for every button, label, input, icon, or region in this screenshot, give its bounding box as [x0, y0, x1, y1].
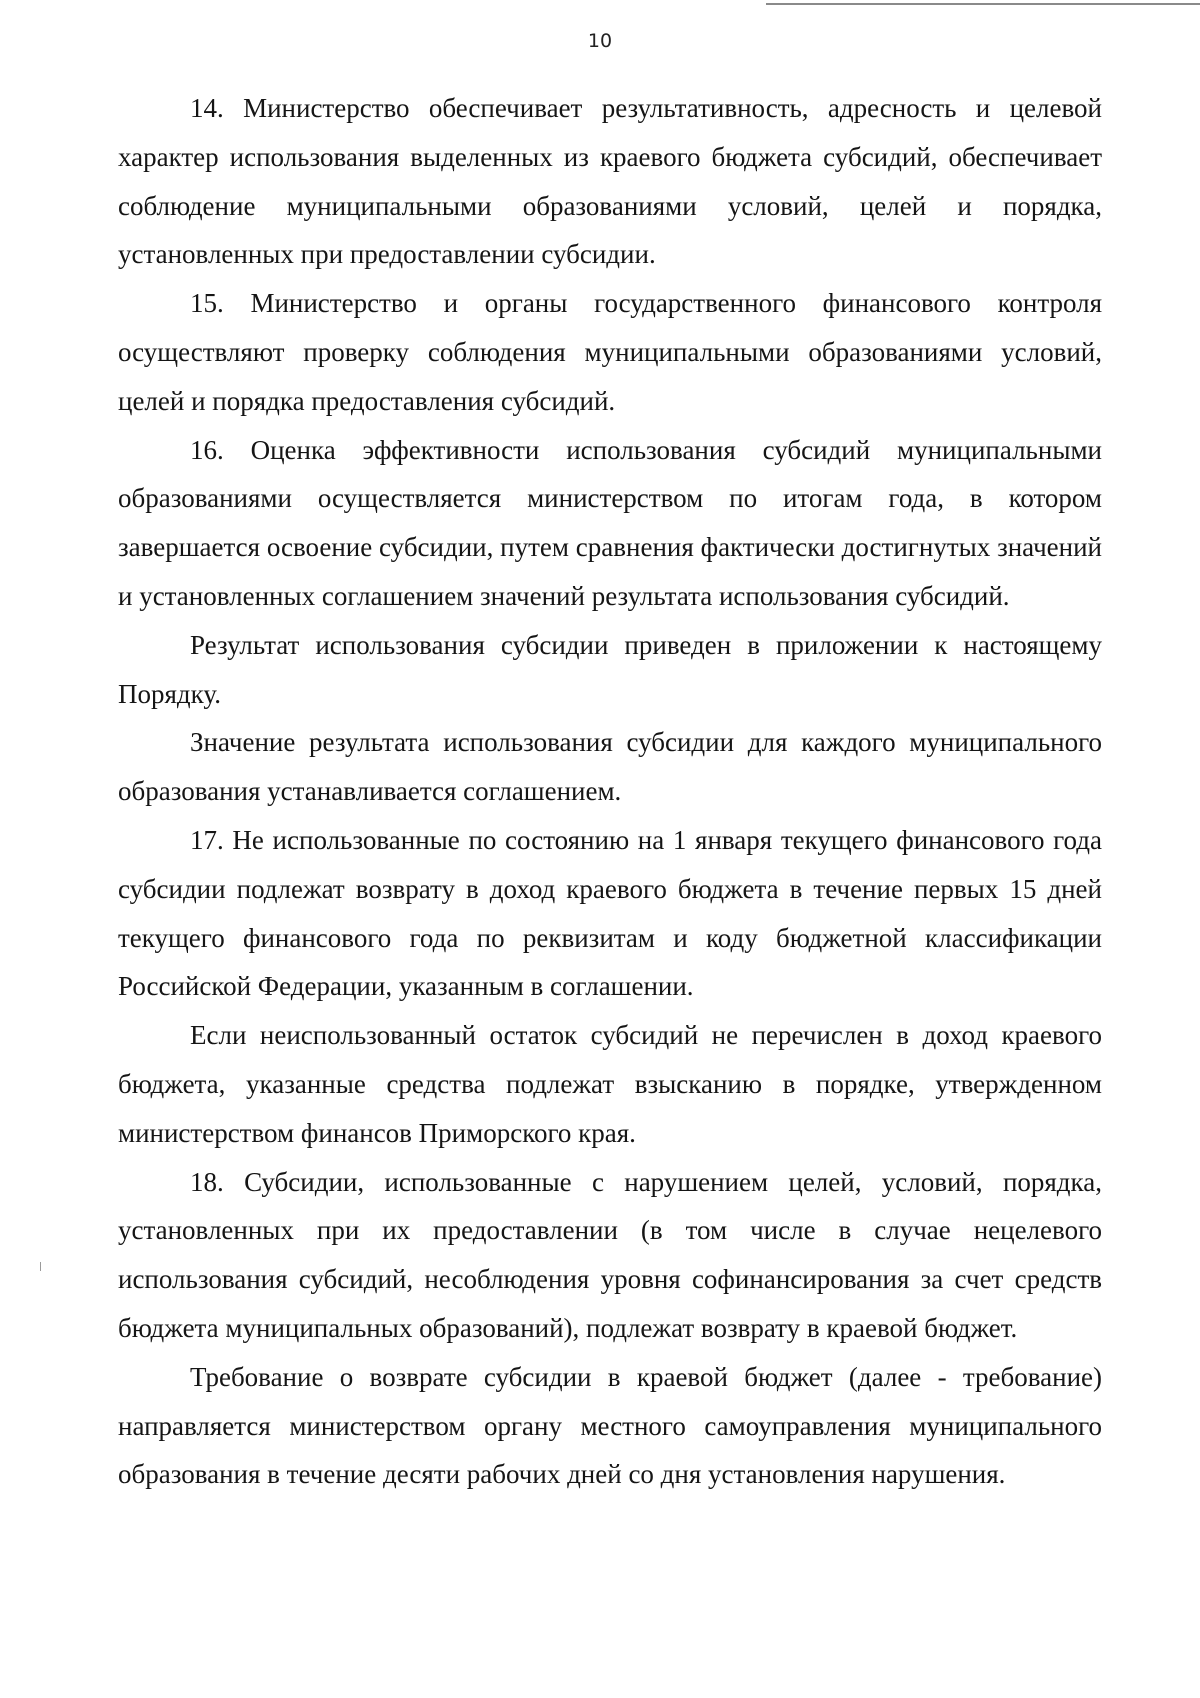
top-border-line: [766, 3, 1200, 5]
paragraph-18: 18. Субсидии, использованные с нарушением целей, условий, порядка, установленных при их предоставлении (в том числе в случае нецелевого использования субсидий, несоблюдения уровня софинансирования за счет средств бюджета муниципальных образований), подлежат возврату в краевой бюджет.: [118, 1166, 1102, 1343]
paragraph-16: 16. Оценка эффективности использования субсидий муниципальными образованиями осуществляется министерством по итогам года, в котором завершается освоение субсидии, путем сравнения фактически достигнутых значений и установленных соглашением значений результата использования субсидий.: [118, 434, 1102, 611]
paragraph-16-result: Результат использования субсидии приведен в приложении к настоящему Порядку.: [118, 629, 1102, 709]
paragraph-17-remainder: Если неиспользованный остаток субсидий не перечислен в доход краевого бюджета, указанные средства подлежат взысканию в порядке, утвержденном министерством финансов Приморского края.: [118, 1020, 1102, 1148]
paragraph-14: 14. Министерство обеспечивает результативность, адресность и целевой характер использования выделенных из краевого бюджета субсидий, обеспечивает соблюдение муниципальными образованиями условий, целей и порядка, установленных при предоставлении субсидии.: [118, 93, 1102, 270]
page-number: 10: [587, 30, 613, 52]
paragraph-17: 17. Не использованные по состоянию на 1 января текущего финансового года субсидии подлежат возврату в доход краевого бюджета в течение первых 15 дней текущего финансового года по реквизитам и коду бюджетной классификации Российской Федерации, указанным в соглашении.: [118, 824, 1102, 1002]
paragraph-16-value: Значение результата использования субсидии для каждого муниципального образования устанавливается соглашением.: [118, 727, 1102, 807]
document-body: [118, 84, 1102, 1499]
paragraph-18-requirement: Требование о возврате субсидии в краевой бюджет (далее - требование) направляется министерством органу местного самоуправления муниципального образования в течение десяти рабочих дней со дня установления нарушения.: [118, 1361, 1102, 1490]
margin-mark: [40, 1262, 41, 1271]
paragraph-15: 15. Министерство и органы государственного финансового контроля осуществляют проверку соблюдения муниципальными образованиями условий, целей и порядка предоставления субсидий.: [118, 288, 1102, 416]
